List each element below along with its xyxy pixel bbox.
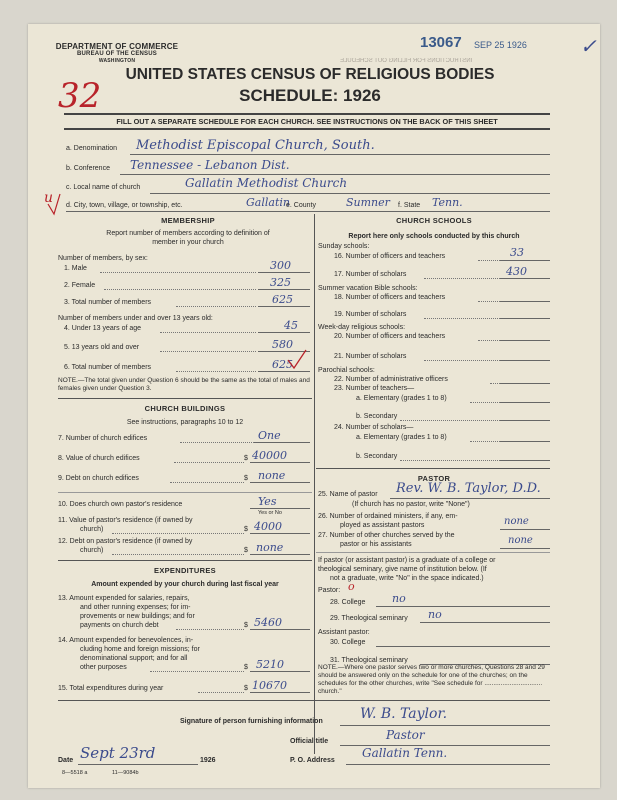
- margin-mark: u: [44, 190, 54, 206]
- q11-label-2: church): [80, 526, 104, 533]
- q15-value: 10670: [252, 679, 287, 692]
- q27-label-1: 27. Number of other churches served by the: [318, 532, 455, 539]
- q29-label: 29. Theological seminary: [330, 615, 408, 622]
- q12-label-2: church): [80, 547, 104, 554]
- q30-label: 30. College: [330, 639, 366, 646]
- q13-label-1: 13. Amount expended for salaries, repairs,: [58, 595, 190, 602]
- q14-label-3: denominational support; and for all: [80, 655, 188, 662]
- q11-dollar: $: [244, 526, 248, 533]
- q17-value: 430: [506, 265, 527, 278]
- q9-dollar: $: [244, 475, 248, 482]
- grad-line-2: theological seminary, give name of institution below. (If: [318, 566, 487, 573]
- red-schedule-number: 32: [58, 76, 102, 116]
- q27-label-2: pastor or his assistants: [340, 541, 412, 548]
- q23b-label: b. Secondary: [356, 413, 398, 420]
- q19-label: 19. Number of scholars: [334, 311, 407, 318]
- q12-value: none: [256, 541, 284, 554]
- q2-value: 325: [270, 276, 291, 289]
- margin-check-mark: [48, 194, 60, 214]
- q13-label-2: and other running expenses; for im-: [80, 604, 191, 611]
- sunday-label: Sunday schools:: [318, 243, 370, 250]
- q23a-label: a. Elementary (grades 1 to 8): [356, 395, 447, 402]
- conference-label: b. Conference: [66, 165, 110, 172]
- show-through-text: INSTRUCTIONS FOR FILLING OUT SCHEDULE: [340, 58, 473, 64]
- pastor-sub-label: Pastor:: [318, 587, 341, 594]
- q9-value: none: [258, 469, 286, 482]
- q13-label-4: payments on church debt: [80, 622, 159, 629]
- date-label: Date: [58, 757, 74, 764]
- q12-dollar: $: [244, 547, 248, 554]
- q25-label: 25. Name of pastor: [318, 491, 378, 498]
- grad-line-1: If pastor (or assistant pastor) is a graduate of a college or: [318, 557, 496, 564]
- pastor-heading: PASTOR: [417, 474, 451, 483]
- buildings-heading: CHURCH BUILDINGS: [144, 404, 226, 413]
- q11-value: 4000: [254, 520, 282, 533]
- q13-value: 5460: [254, 616, 282, 629]
- q3-value: 625: [272, 293, 293, 306]
- bureau-heading: BUREAU OF THE CENSUS: [76, 51, 157, 57]
- membership-heading: MEMBERSHIP: [161, 216, 215, 225]
- county-value: Sumner: [346, 196, 390, 209]
- q23-label: 23. Number of teachers—: [334, 385, 415, 392]
- q1-value: 300: [270, 259, 291, 272]
- po-address-value: Gallatin Tenn.: [362, 746, 448, 760]
- q20-label: 20. Number of officers and teachers: [334, 333, 446, 340]
- q10-label: 10. Does church own pastor's residence: [58, 501, 183, 508]
- stamp-date: SEP 25 1926: [474, 40, 527, 50]
- q14-label-1: 14. Amount expended for benevolences, in-: [58, 637, 194, 644]
- buildings-instr: See instructions, paragraphs 10 to 12: [126, 419, 244, 426]
- q5-label: 5. 13 years old and over: [64, 344, 140, 351]
- form-title: UNITED STATES CENSUS OF RELIGIOUS BODIES: [125, 66, 495, 83]
- pastor-red-mark: o: [348, 580, 355, 593]
- q29-value: no: [428, 608, 442, 621]
- q8-label: 8. Value of church edifices: [58, 455, 140, 462]
- q26-label-1: 26. Number of ordained ministers, if any, em-: [318, 513, 458, 520]
- schools-heading: CHURCH SCHOOLS: [396, 216, 472, 225]
- q27-value: none: [508, 535, 533, 546]
- q13-dollar: $: [244, 622, 248, 629]
- official-title-value: Pastor: [386, 728, 425, 742]
- membership-note: NOTE.—The total given under Question 6 should be the same as the total of males and females given under Question 3.: [58, 377, 310, 392]
- membership-intro-1: Report number of members according to definition of: [106, 230, 270, 237]
- q24-label: 24. Number of scholars—: [334, 424, 414, 431]
- q2-label: 2. Female: [64, 282, 96, 289]
- q28-label: 28. College: [330, 599, 366, 606]
- form-number: 8—5518 a: [62, 770, 88, 776]
- date-value: Sept 23rd: [80, 744, 156, 762]
- q21-label: 21. Number of scholars: [334, 353, 407, 360]
- q14-value: 5210: [256, 658, 284, 671]
- date-year: 1926: [200, 757, 216, 764]
- form-subtitle: SCHEDULE: 1926: [239, 86, 381, 105]
- schools-intro: Report here only schools conducted by this church: [348, 233, 520, 240]
- weekday-label: Week-day religious schools:: [318, 324, 406, 331]
- summer-label: Summer vacation Bible schools:: [318, 285, 418, 292]
- city-heading: WASHINGTON: [98, 58, 136, 64]
- q15-label: 15. Total expenditures during year: [58, 685, 164, 692]
- q8-value: 40000: [252, 449, 287, 462]
- denomination-label: a. Denomination: [66, 145, 117, 152]
- q7-label: 7. Number of church edifices: [58, 435, 148, 442]
- q6-label: 6. Total number of members: [64, 364, 152, 371]
- expenditures-heading: EXPENDITURES: [154, 566, 216, 575]
- grad-line-3: not a graduate, write "No" in the space indicated.): [330, 575, 484, 582]
- q16-value: 33: [510, 246, 524, 259]
- q17-label: 17. Number of scholars: [334, 271, 407, 278]
- q8-dollar: $: [244, 455, 248, 462]
- local-name-value: Gallatin Methodist Church: [185, 176, 348, 190]
- q9-label: 9. Debt on church edifices: [58, 475, 139, 482]
- membership-intro-2: member in your church: [152, 239, 224, 246]
- signature-label: Signature of person furnishing information: [180, 718, 323, 725]
- q5-value: 580: [272, 338, 293, 351]
- total-check-mark: [288, 350, 306, 368]
- q10-value: Yes: [258, 495, 277, 508]
- q24b-label: b. Secondary: [356, 453, 398, 460]
- q14-dollar: $: [244, 664, 248, 671]
- q6-value: 625: [272, 358, 293, 371]
- yes-no-hint: Yes or No: [258, 510, 282, 516]
- q15-dollar: $: [244, 685, 248, 692]
- dept-heading: DEPARTMENT OF COMMERCE: [55, 42, 179, 51]
- county-label: e. County: [286, 202, 316, 209]
- q26-value: none: [504, 516, 529, 527]
- age-intro: Number of members under and over 13 years old:: [58, 315, 213, 322]
- q25-note: (If church has no pastor, write "None"): [352, 501, 470, 508]
- q13-label-3: provements or new buildings; and for: [80, 613, 195, 620]
- q16-label: 16. Number of officers and teachers: [334, 253, 446, 260]
- q3-label: 3. Total number of members: [64, 299, 152, 306]
- pastor-note: NOTE.—Where one pastor serves two or more churches, Questions 28 and 29 should be answered only on the schedule for one of the churches; on the schedules for the other churches, write "See schedule for ................................ church.": [318, 664, 545, 695]
- q18-label: 18. Number of officers and teachers: [334, 294, 446, 301]
- conference-value: Tennessee - Lebanon Dist.: [130, 158, 290, 172]
- q25-value: Rev. W. B. Taylor, D.D.: [396, 481, 541, 496]
- state-value: Tenn.: [432, 196, 463, 209]
- q7-value: One: [258, 429, 281, 442]
- q4-label: 4. Under 13 years of age: [64, 325, 142, 332]
- fill-instruction: FILL OUT A SEPARATE SCHEDULE FOR EACH CHURCH. SEE INSTRUCTIONS ON THE BACK OF THIS SHEET: [116, 117, 498, 126]
- q22-label: 22. Number of administrative officers: [334, 376, 448, 383]
- state-label: f. State: [398, 202, 421, 209]
- q14-label-2: cluding home and foreign missions; for: [80, 646, 200, 653]
- expenditures-intro: Amount expended by your church during last fiscal year: [91, 581, 279, 588]
- q1-label: 1. Male: [64, 265, 87, 272]
- q28-value: no: [392, 592, 406, 605]
- q4-value: 45: [284, 319, 298, 332]
- city-label: d. City, town, village, or township, etc.: [66, 202, 183, 209]
- q14-label-4: other purposes: [80, 664, 127, 671]
- parochial-label: Parochial schools:: [318, 367, 375, 374]
- q26-label-2: ployed as assistant pastors: [340, 522, 425, 529]
- po-address-label: P. O. Address: [290, 757, 335, 764]
- print-number: 11—9084b: [112, 770, 139, 776]
- q31-label: 31. Theological seminary: [330, 657, 408, 664]
- official-title-label: Official title: [290, 738, 329, 745]
- city-value: Gallatin: [246, 196, 290, 209]
- q12-label-1: 12. Debt on pastor's residence (if owned by: [58, 538, 193, 545]
- check-mark: ✓: [580, 34, 597, 58]
- q11-label-1: 11. Value of pastor's residence (if owned by: [58, 517, 193, 524]
- local-name-label: c. Local name of church: [66, 184, 141, 191]
- signature-value: W. B. Taylor.: [360, 706, 448, 722]
- stamp-number: 13067: [420, 34, 462, 51]
- denomination-value: Methodist Episcopal Church, South.: [136, 138, 375, 153]
- by-sex-label: Number of members, by sex:: [58, 255, 148, 262]
- assistant-label: Assistant pastor:: [318, 629, 370, 636]
- q24a-label: a. Elementary (grades 1 to 8): [356, 434, 447, 441]
